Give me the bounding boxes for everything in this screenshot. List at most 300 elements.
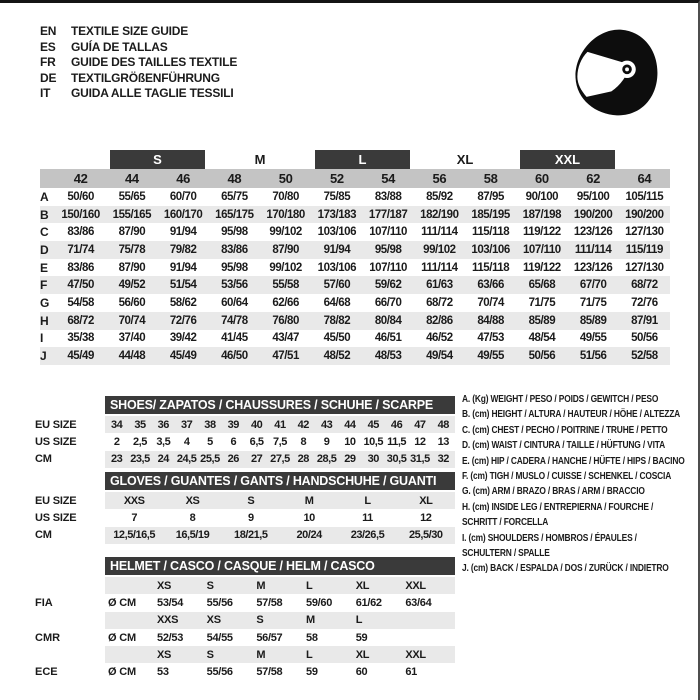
size-value: 95/100 <box>576 190 610 203</box>
value-cell: 59/60 <box>306 596 333 609</box>
value-cell: 25,5 <box>200 453 220 466</box>
legend-j: J. (cm) BACK / ESPALDA / DOS / ZURÜCK / INDIETRO <box>462 563 669 575</box>
row-data <box>105 433 455 450</box>
size-value: 55/65 <box>118 190 146 203</box>
size-value: 71/75 <box>579 296 607 309</box>
sub-row <box>35 451 455 468</box>
value-cell: 63/64 <box>405 596 432 609</box>
size-value: 190/200 <box>625 208 664 221</box>
value-cell: 9 <box>247 511 254 524</box>
size-cell: L <box>355 614 363 627</box>
size-value: 49/52 <box>118 279 146 292</box>
value-cell: 61/62 <box>355 596 382 609</box>
helmet-icon <box>570 19 662 127</box>
size-value: 87/90 <box>118 261 146 274</box>
size-value: 72/76 <box>631 296 658 309</box>
size-value: 45/49 <box>67 350 94 363</box>
sub-row <box>35 433 455 450</box>
value-cell: 55/56 <box>206 666 233 679</box>
value-cell: 60 <box>355 666 368 679</box>
value-cell: 52/53 <box>157 631 184 644</box>
size-value: 83/86 <box>221 243 248 256</box>
row-data <box>105 492 455 509</box>
row-label: F <box>40 278 48 293</box>
sub-row <box>35 527 455 544</box>
value-cell: 30,5 <box>386 453 407 466</box>
value-cell: 46 <box>390 418 403 431</box>
row-label: C <box>40 225 49 240</box>
value-cell: 24 <box>157 453 169 466</box>
value-cell: 27 <box>250 453 263 466</box>
value-cell: 23/26,5 <box>350 529 385 542</box>
value-cell: 8 <box>189 511 196 524</box>
value-cell: 4 <box>183 435 190 448</box>
size-value: 37/40 <box>118 332 146 345</box>
size-value: 60/70 <box>169 190 197 203</box>
row-data <box>105 612 455 629</box>
size-value: 53/56 <box>221 279 248 292</box>
size-value: 103/106 <box>317 226 357 239</box>
row-label: US SIZE <box>35 511 77 524</box>
size-value: 49/55 <box>477 350 504 363</box>
row-data <box>105 646 455 663</box>
language-code: FR <box>40 55 56 69</box>
size-value: 46/51 <box>374 332 402 345</box>
shoes-table <box>35 396 455 468</box>
value-cell: 10 <box>303 511 315 524</box>
value-cell: 59 <box>355 631 368 644</box>
size-value: 85/89 <box>579 314 607 327</box>
language-label: TEXTILGRÖßENFÜHRUNG <box>71 70 220 85</box>
value-cell: 16,5/19 <box>175 529 210 542</box>
value-cell: 8 <box>300 435 307 448</box>
value-cell: 34 <box>110 418 123 431</box>
size-value: 68/72 <box>631 279 658 292</box>
size-value: 50/60 <box>67 190 94 203</box>
measure-row-c <box>40 223 670 241</box>
size-number-row <box>40 169 670 188</box>
value-cell: 2 <box>113 435 120 448</box>
helmet-logo <box>570 19 662 127</box>
size-cell: XS <box>206 614 221 627</box>
size-value: 71/75 <box>528 296 556 309</box>
shoes-table-title: SHOES/ ZAPATOS / CHAUSSURES / SCHUHE / SCARPE <box>105 396 455 414</box>
size-value: 43/47 <box>272 332 299 345</box>
size-value: 71/74 <box>67 243 94 256</box>
size-value: 70/80 <box>272 190 299 203</box>
size-column-56: 56 <box>432 171 447 186</box>
row-label: CM <box>35 453 52 466</box>
value-cell: 12 <box>420 511 432 524</box>
size-value: 95/98 <box>221 226 248 239</box>
value-cell: L <box>364 494 371 507</box>
size-value: 67/70 <box>579 279 607 292</box>
row-label: G <box>40 295 50 310</box>
language-label: GUIDA ALLE TAGLIE TESSILI <box>71 86 234 100</box>
size-group-row <box>40 150 670 169</box>
size-cell: M <box>256 648 266 661</box>
row-label: D <box>40 242 49 257</box>
value-cell: 32 <box>437 453 449 466</box>
size-group-empty <box>55 150 106 169</box>
shoes-table-rows <box>35 416 455 468</box>
size-value: 99/102 <box>269 261 302 274</box>
size-value: 63/66 <box>477 279 504 292</box>
size-value: 107/110 <box>369 261 408 274</box>
size-value: 72/76 <box>169 314 197 327</box>
size-value: 50/56 <box>631 332 658 345</box>
size-cell: M <box>306 614 315 627</box>
value-cell: 48 <box>437 418 449 431</box>
row-label: H <box>40 313 49 328</box>
size-value: 119/122 <box>522 226 561 239</box>
helmet-values-row <box>35 594 455 611</box>
helmet-sizes-row <box>35 646 455 663</box>
row-label: I <box>40 331 44 346</box>
size-value: 50/56 <box>528 350 556 363</box>
size-group-xl: XL <box>456 152 474 167</box>
value-cell: 31,5 <box>410 453 430 466</box>
value-cell: 37 <box>180 418 193 431</box>
legend-b: B. (cm) HEIGHT / ALTURA / HAUTEUR / HÖHE / ALTEZZA <box>462 409 681 421</box>
row-data <box>105 594 455 611</box>
value-cell: 20/24 <box>296 529 322 542</box>
value-cell: 40 <box>250 418 263 431</box>
value-cell: 7 <box>131 511 137 524</box>
size-column-44: 44 <box>124 171 139 186</box>
value-cell: 47 <box>414 418 426 431</box>
size-value: 49/55 <box>579 332 607 345</box>
row-label: CM <box>35 529 52 542</box>
value-cell: 61 <box>405 666 417 679</box>
size-cell: S <box>206 648 214 661</box>
size-value: 119/122 <box>522 261 561 274</box>
row-label: EU SIZE <box>35 494 77 507</box>
size-value: 91/94 <box>169 261 197 274</box>
value-cell: 6 <box>230 435 237 448</box>
size-cell: M <box>256 579 266 592</box>
size-value: 39/42 <box>169 332 197 345</box>
size-value: 111/114 <box>421 261 458 274</box>
legend-e: E. (cm) HIP / CADERA / HANCHE / HÜFTE / HIPS / BACINO <box>462 455 685 467</box>
size-value: 75/78 <box>118 243 146 256</box>
size-value: 115/118 <box>472 261 510 274</box>
size-value: 95/98 <box>374 243 402 256</box>
size-value: 70/74 <box>477 296 504 309</box>
size-value: 85/89 <box>528 314 556 327</box>
legend-g: G. (cm) ARM / BRAZO / BRAS / ARM / BRACCIO <box>462 486 645 498</box>
value-cell: 29 <box>344 453 356 466</box>
gloves-table-title: GLOVES / GUANTES / GANTS / HANDSCHUHE / GUANTI <box>105 472 455 490</box>
size-value: 107/110 <box>369 226 408 239</box>
helmet-table-rows <box>35 577 455 681</box>
size-value: 65/68 <box>528 279 556 292</box>
size-value: 45/49 <box>169 350 197 363</box>
standard-label: CMR <box>35 631 61 644</box>
size-value: 105/115 <box>625 190 664 203</box>
value-cell: 10,5 <box>363 435 384 448</box>
size-value: 123/126 <box>573 226 613 239</box>
size-group-l: L <box>315 150 410 169</box>
measure-row-d <box>40 241 670 259</box>
size-group-empty <box>619 150 670 169</box>
size-group-m: M <box>254 152 266 167</box>
size-value: 87/90 <box>118 226 146 239</box>
size-value: 99/102 <box>269 226 302 239</box>
size-value: 74/78 <box>221 314 248 327</box>
legend-a: A. (Kg) WEIGHT / PESO / POIDS / GEWITCH / PESO <box>462 394 659 405</box>
measure-row-h <box>40 312 670 330</box>
value-cell: 53 <box>157 666 169 679</box>
row-data <box>105 577 455 594</box>
value-cell: 7,5 <box>272 435 287 448</box>
size-value: 45/50 <box>323 332 351 345</box>
size-cell: XXS <box>157 614 179 627</box>
value-cell: 44 <box>344 418 356 431</box>
size-value: 75/85 <box>323 190 351 203</box>
unit-cell: Ø CM <box>108 631 136 644</box>
value-cell: 43 <box>320 418 333 431</box>
helmet-table <box>35 557 455 681</box>
size-value: 177/187 <box>368 208 408 221</box>
size-value: 83/86 <box>67 226 94 239</box>
value-cell: 18/21,5 <box>234 529 268 542</box>
legend-h: H. (cm) INSIDE LEG / ENTREPIERNA / FOURCHE / <box>462 501 654 513</box>
value-cell: 30 <box>367 453 379 466</box>
size-cell: XL <box>355 648 370 661</box>
measurement-legend <box>462 392 697 577</box>
value-cell: 36 <box>157 418 169 431</box>
size-cell: XXL <box>405 648 426 661</box>
size-value: 80/84 <box>374 314 402 327</box>
value-cell: 23,5 <box>130 453 150 466</box>
size-cell: XS <box>157 648 172 661</box>
size-value: 103/106 <box>471 243 510 256</box>
size-value: 111/114 <box>574 243 612 256</box>
measure-row-a <box>40 188 670 206</box>
value-cell: 3,5 <box>156 435 171 448</box>
size-group-s: S <box>110 150 205 169</box>
standard-label: ECE <box>35 666 58 679</box>
size-value: 82/86 <box>426 314 453 327</box>
size-value: 91/94 <box>323 243 351 256</box>
language-row <box>40 55 237 71</box>
size-value: 58/62 <box>169 296 197 309</box>
size-value: 51/56 <box>579 350 607 363</box>
size-value: 87/95 <box>477 190 504 203</box>
value-cell: XS <box>185 494 200 507</box>
size-value: 44/48 <box>118 350 146 363</box>
measure-row-f <box>40 276 670 294</box>
size-cell: L <box>306 579 313 592</box>
value-cell: 5 <box>207 435 213 448</box>
value-cell: S <box>247 494 255 507</box>
size-value: 187/198 <box>522 208 562 221</box>
size-column-46: 46 <box>176 171 191 186</box>
size-value: 48/54 <box>528 332 556 345</box>
row-data <box>105 451 455 468</box>
value-cell: 56/57 <box>256 631 283 644</box>
size-group-xxl: XXL <box>520 150 615 169</box>
size-value: 78/82 <box>323 314 351 327</box>
unit-cell: Ø CM <box>108 596 136 609</box>
value-cell: 6,5 <box>249 435 264 448</box>
size-cell: XS <box>157 579 172 592</box>
size-cell: L <box>306 648 313 661</box>
legend-f: F. (cm) TIGH / MUSLO / CUISSE / SCHENKEL / COSCIA <box>462 471 672 483</box>
size-value: 46/50 <box>221 350 248 363</box>
size-value: 123/126 <box>573 261 613 274</box>
value-cell: 26 <box>227 453 239 466</box>
value-cell: 59 <box>306 666 318 679</box>
size-value: 70/74 <box>118 314 146 327</box>
value-cell: 45 <box>367 418 379 431</box>
size-value: 111/114 <box>421 226 458 239</box>
value-cell: XL <box>419 494 433 507</box>
size-value: 160/170 <box>163 208 203 221</box>
value-cell: 39 <box>227 418 239 431</box>
sub-row <box>35 416 455 433</box>
gloves-table-rows <box>35 492 455 544</box>
size-value: 90/100 <box>525 190 559 203</box>
size-column-60: 60 <box>534 171 549 186</box>
size-value: 35/38 <box>67 332 94 345</box>
measure-row-b <box>40 206 670 224</box>
main-size-table <box>40 150 670 365</box>
row-data <box>105 663 455 680</box>
standard-label: FIA <box>35 596 53 609</box>
language-row <box>40 71 237 87</box>
value-cell: 55/56 <box>206 596 233 609</box>
unit-cell: Ø CM <box>108 666 136 679</box>
size-value: 107/110 <box>522 243 561 256</box>
size-value: 127/130 <box>625 226 664 239</box>
value-cell: 2,5 <box>133 435 147 448</box>
helmet-table-title: HELMET / CASCO / CASQUE / HELM / CASCO <box>105 557 455 575</box>
value-cell: M <box>304 494 314 507</box>
legend-h-cont: SCHRITT / FORCELLA <box>462 517 549 529</box>
value-cell: XXS <box>123 494 145 507</box>
size-column-48: 48 <box>227 171 242 186</box>
size-value: 190/200 <box>573 208 613 221</box>
size-value: 54/58 <box>67 296 94 309</box>
language-list <box>40 24 237 102</box>
size-value: 115/119 <box>625 243 663 256</box>
size-value: 155/165 <box>112 208 152 221</box>
measure-row-j <box>40 347 670 365</box>
gloves-table <box>35 472 455 544</box>
helmet-values-row <box>35 629 455 646</box>
measure-row-i <box>40 330 670 348</box>
size-cell: XL <box>355 579 370 592</box>
value-cell: 53/54 <box>157 596 184 609</box>
value-cell: 10 <box>344 435 356 448</box>
language-code: IT <box>40 86 51 100</box>
row-data <box>105 416 455 433</box>
size-value: 165/175 <box>215 208 254 221</box>
value-cell: 54/55 <box>206 631 233 644</box>
language-label: GUIDE DES TAILLES TEXTILE <box>71 55 238 69</box>
size-column-52: 52 <box>329 171 344 186</box>
row-label: E <box>40 260 49 275</box>
size-cell: S <box>256 614 264 627</box>
size-value: 87/90 <box>272 243 299 256</box>
value-cell: 27,5 <box>270 453 290 466</box>
row-label: EU SIZE <box>35 418 77 431</box>
size-value: 68/72 <box>426 296 453 309</box>
size-cell: XXL <box>405 579 426 592</box>
size-value: 91/94 <box>169 226 197 239</box>
row-label: J <box>40 349 47 364</box>
size-value: 68/72 <box>67 314 94 327</box>
legend-i: I. (cm) SHOULDERS / HOMBROS / ÉPAULES / <box>462 532 637 544</box>
helmet-sizes-row <box>35 577 455 594</box>
value-cell: 9 <box>323 435 330 448</box>
size-value: 99/102 <box>423 243 456 256</box>
value-cell: 57/58 <box>256 596 283 609</box>
row-data <box>105 629 455 646</box>
value-cell: 13 <box>437 435 449 448</box>
language-label: GUÍA DE TALLAS <box>71 39 168 54</box>
row-label: A <box>40 189 49 204</box>
value-cell: 24,5 <box>176 453 197 466</box>
language-row <box>40 40 237 56</box>
size-column-62: 62 <box>586 171 601 186</box>
measure-row-g <box>40 294 670 312</box>
value-cell: 28,5 <box>316 453 337 466</box>
language-row <box>40 24 237 40</box>
size-column-54: 54 <box>381 171 396 186</box>
size-value: 83/88 <box>374 190 402 203</box>
value-cell: 25,5/30 <box>409 529 443 542</box>
size-value: 127/130 <box>625 261 664 274</box>
size-value: 61/63 <box>426 279 453 292</box>
size-value: 49/54 <box>426 350 453 363</box>
language-code: DE <box>40 70 57 85</box>
row-label: B <box>40 207 49 222</box>
size-value: 87/91 <box>631 314 658 327</box>
size-value: 41/45 <box>221 332 248 345</box>
size-value: 48/53 <box>374 350 402 363</box>
size-value: 85/92 <box>426 190 453 203</box>
size-value: 47/53 <box>477 332 504 345</box>
language-row <box>40 86 237 102</box>
size-value: 170/180 <box>266 208 305 221</box>
size-value: 79/82 <box>169 243 197 256</box>
size-column-42: 42 <box>73 171 88 186</box>
size-value: 56/60 <box>118 296 146 309</box>
size-value: 62/66 <box>272 296 299 309</box>
value-cell: 41 <box>274 418 286 431</box>
size-value: 115/118 <box>472 226 510 239</box>
value-cell: 35 <box>134 418 146 431</box>
value-cell: 42 <box>297 418 309 431</box>
measure-row-e <box>40 259 670 277</box>
size-column-58: 58 <box>483 171 498 186</box>
row-data <box>105 509 455 526</box>
size-value: 185/195 <box>471 208 510 221</box>
language-code: EN <box>40 24 57 38</box>
sub-row <box>35 492 455 509</box>
value-cell: 28 <box>297 453 309 466</box>
size-value: 103/106 <box>317 261 357 274</box>
helmet-sizes-row <box>35 612 455 629</box>
size-value: 46/52 <box>426 332 453 345</box>
row-data <box>105 527 455 544</box>
value-cell: 11,5 <box>387 435 407 448</box>
size-value: 66/70 <box>374 296 402 309</box>
legend-i-cont: SCHULTERN / SPALLE <box>462 548 550 560</box>
